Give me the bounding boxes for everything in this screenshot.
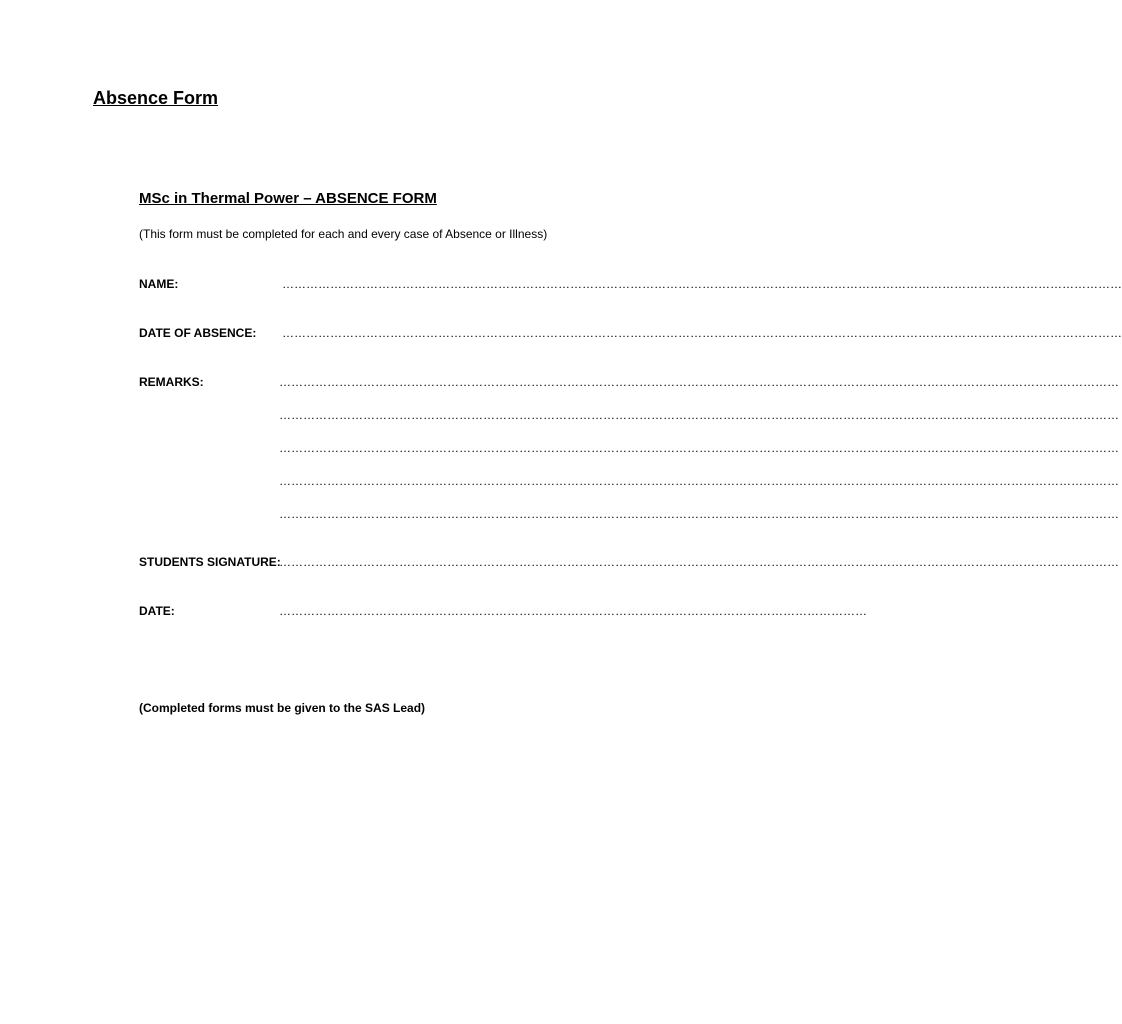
name-label: NAME: (139, 277, 179, 291)
footer-note: (Completed forms must be given to the SAS Lead) (139, 701, 426, 715)
remarks-field-line-4[interactable]: ………………………………………………………………………………………………………………………………………………………………………………………… (279, 474, 1119, 488)
remarks-field-line-1[interactable]: ………………………………………………………………………………………………………………………………………………………………………………………… (279, 375, 1119, 389)
name-field-line[interactable]: ………………………………………………………………………………………………………………………………………………………………………………………… (282, 277, 1122, 291)
date-of-absence-label: DATE OF ABSENCE: (139, 326, 257, 340)
remarks-field-line-5[interactable]: ………………………………………………………………………………………………………………………………………………………………………………………… (279, 507, 1119, 521)
signature-field-line[interactable]: ………………………………………………………………………………………………………………………………………………………………………………………… (279, 555, 1119, 569)
remarks-field-line-2[interactable]: ………………………………………………………………………………………………………………………………………………………………………………………… (279, 408, 1119, 422)
form-instruction-note: (This form must be completed for each and every case of Absence or Illness) (139, 227, 548, 241)
remarks-field-line-3[interactable]: ………………………………………………………………………………………………………………………………………………………………………………………… (279, 441, 1119, 455)
remarks-label: REMARKS: (139, 375, 204, 389)
signature-label: STUDENTS SIGNATURE: (139, 555, 281, 569)
date-field-line[interactable]: ………………………………………………………………………………………………………………………………… (279, 604, 867, 618)
page-title: Absence Form (93, 88, 219, 108)
date-label: DATE: (139, 604, 175, 618)
form-title: MSc in Thermal Power – ABSENCE FORM (139, 190, 437, 207)
date-of-absence-field-line[interactable]: ………………………………………………………………………………………………………………………………………………………………………………………… (282, 326, 1122, 340)
